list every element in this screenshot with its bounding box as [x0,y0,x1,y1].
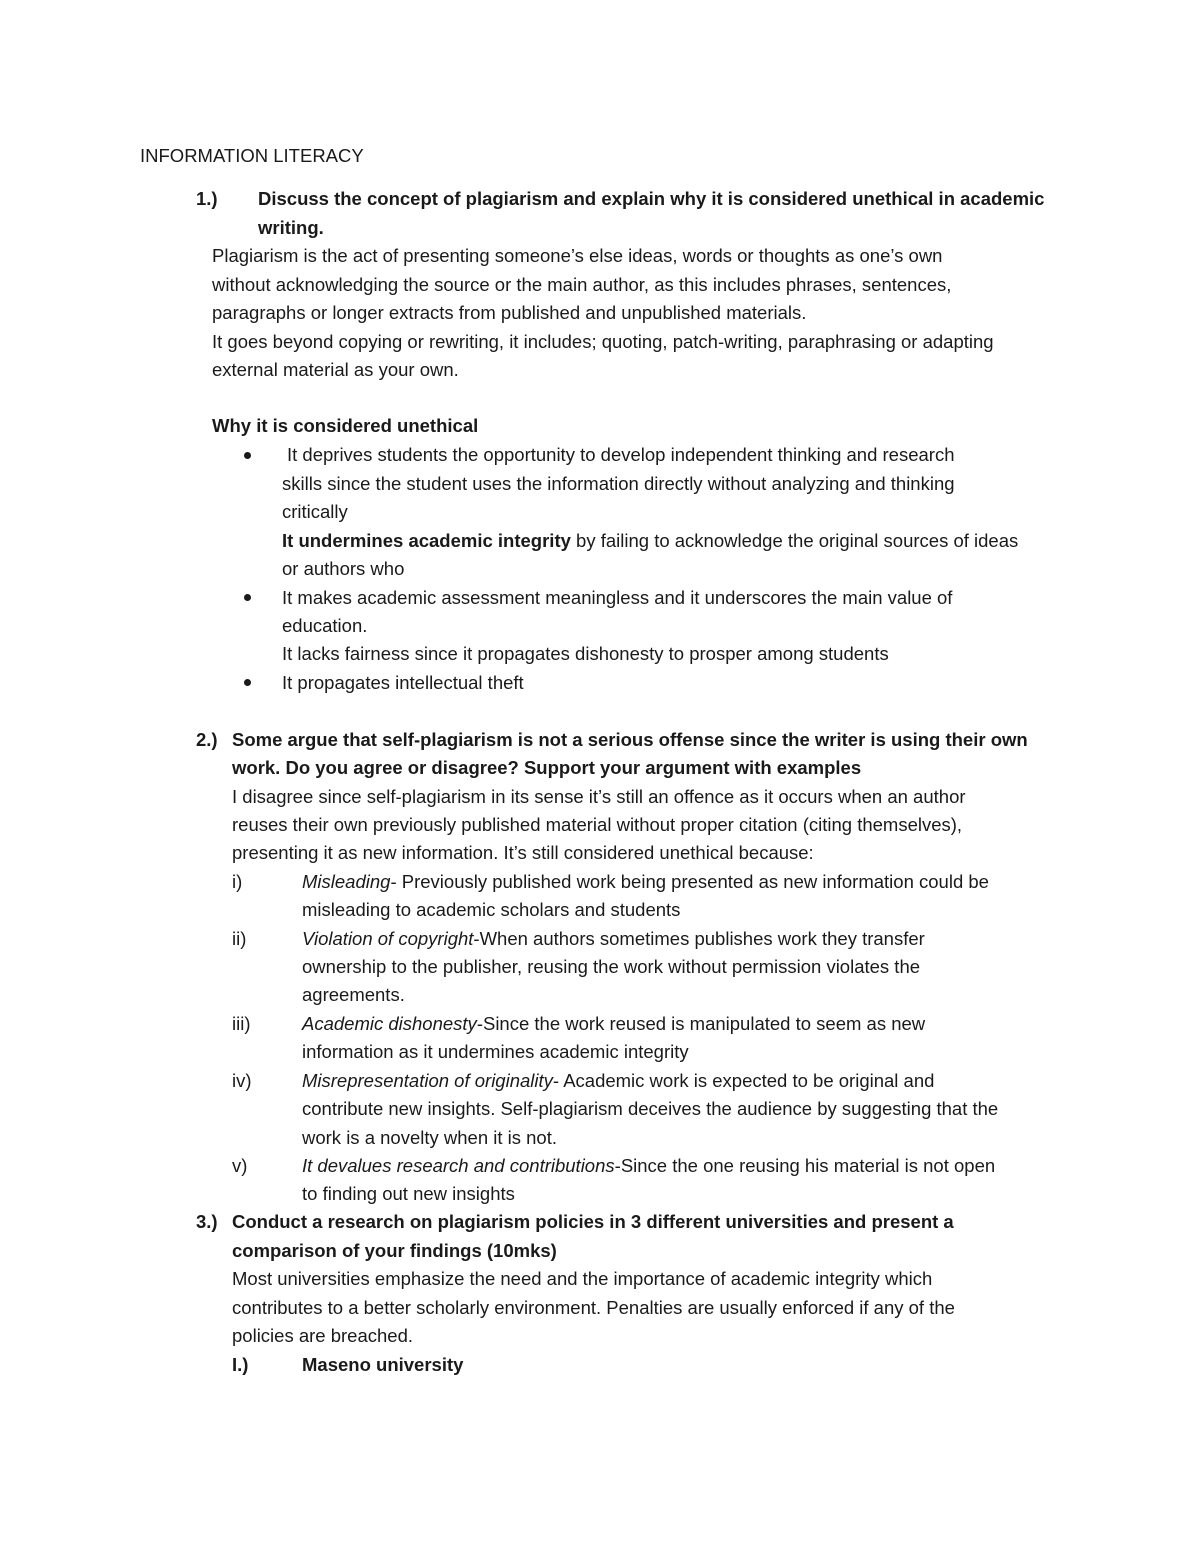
q1-point-4: It lacks fairness since it propagates dishonesty to prosper among students [282,643,889,664]
q1-body-line: external material as your own. [212,359,459,380]
q2-item-text: Since the one reusing his material is not open [620,1155,996,1176]
q2-item-first-line [302,1154,995,1178]
q2-item-text-line: work is a novelty when it is not. [302,1127,557,1148]
bullet-icon [244,679,251,686]
q1-subheading: Why it is considered unethical [212,415,479,436]
q2-item-first-line [302,1012,925,1036]
document-heading: INFORMATION LITERACY [140,145,364,166]
q3-body-line: Most universities emphasize the need and the importance of academic integrity which [232,1268,933,1289]
q3-number: 3.) [196,1211,218,1232]
q2-item-first-line [302,1069,934,1093]
q1-body-line: paragraphs or longer extracts from published and unpublished materials. [212,302,807,323]
q1-point-2-line [282,529,1018,553]
q2-item-sep: - [476,1013,483,1034]
q2-number: 2.) [196,729,218,750]
q1-point-2-rest: by failing to acknowledge the original sources of ideas [570,530,1019,551]
q2-body-line: presenting it as new information. It’s still considered unethical because: [232,842,814,863]
q2-item-text-line: to finding out new insights [302,1183,515,1204]
q2-item-sep: - [390,871,402,892]
q2-item-term: Violation of copyright [302,928,474,949]
q2-item-text: When authors sometimes publishes work they transfer [479,928,925,949]
q1-point-5: It propagates intellectual theft [282,672,524,693]
q2-item-number: i) [232,871,243,892]
q2-item-first-line [302,870,989,894]
q2-item-term: Misleading [302,871,391,892]
q1-point-3-line: It makes academic assessment meaningless and it underscores the main value of [282,587,953,608]
q2-item-sep: - [552,1070,564,1091]
q1-point-2-lead: It undermines academic integrity [282,530,571,551]
q2-item-first-line [302,927,925,951]
q2-item-text-line: misleading to academic scholars and students [302,899,681,920]
q1-point-2-cont: or authors who [282,558,405,579]
bullet-icon [244,452,251,459]
q1-point-1-line: critically [282,501,348,522]
q2-item-number: iv) [232,1070,252,1091]
q1-title-line-2: writing. [258,217,324,238]
q2-item-text-line: agreements. [302,984,405,1005]
q2-item-text: Previously published work being presented as new information could be [401,871,989,892]
q2-title-line-2: work. Do you agree or disagree? Support your argument with examples [232,757,862,778]
q2-item-text-line: information as it undermines academic integrity [302,1041,689,1062]
q2-item-text: Academic work is expected to be original and [563,1070,935,1091]
q2-body-line: reuses their own previously published material without proper citation (citing themselves), [232,814,963,835]
q3-title-line-1: Conduct a research on plagiarism policies in 3 different universities and present a [232,1211,954,1232]
q2-item-text-line: ownership to the publisher, reusing the work without permission violates the [302,956,921,977]
q3-subsection-number: I.) [232,1354,249,1375]
q1-body-line: Plagiarism is the act of presenting someone’s else ideas, words or thoughts as one’s own [212,245,943,266]
q2-item-number: ii) [232,928,247,949]
q3-body-line: policies are breached. [232,1325,413,1346]
q2-item-term: It devalues research and contributions [302,1155,615,1176]
q1-number: 1.) [196,188,218,209]
q2-item-term: Misrepresentation of originality [302,1070,553,1091]
q1-title-line-1: Discuss the concept of plagiarism and explain why it is considered unethical in academic [258,188,1045,209]
q2-item-number: iii) [232,1013,251,1034]
q2-title-line-1: Some argue that self-plagiarism is not a serious offense since the writer is using their own [232,729,1028,750]
q1-point-1-line: It deprives students the opportunity to develop independent thinking and research [287,444,955,465]
q2-item-sep: - [614,1155,621,1176]
q2-body-line: I disagree since self-plagiarism in its sense it’s still an offence as it occurs when an author [232,786,966,807]
q1-body-line: without acknowledging the source or the main author, as this includes phrases, sentences, [212,274,952,295]
q2-item-term: Academic dishonesty [302,1013,477,1034]
q2-item-text-line: contribute new insights. Self-plagiarism deceives the audience by suggesting that the [302,1098,999,1119]
q1-point-3-line: education. [282,615,368,636]
q3-body-line: contributes to a better scholarly environment. Penalties are usually enforced if any of the [232,1297,955,1318]
q3-title-line-2: comparison of your findings (10mks) [232,1240,557,1261]
bullet-icon [244,594,251,601]
q1-point-1-line: skills since the student uses the information directly without analyzing and thinking [282,473,955,494]
q3-subsection-title: Maseno university [302,1354,464,1375]
q1-body-line: It goes beyond copying or rewriting, it includes; quoting, patch-writing, paraphrasing or adapting [212,331,994,352]
q2-item-text: Since the work reused is manipulated to seem as new [482,1013,926,1034]
q2-item-number: v) [232,1155,248,1176]
q2-item-sep: - [473,928,480,949]
